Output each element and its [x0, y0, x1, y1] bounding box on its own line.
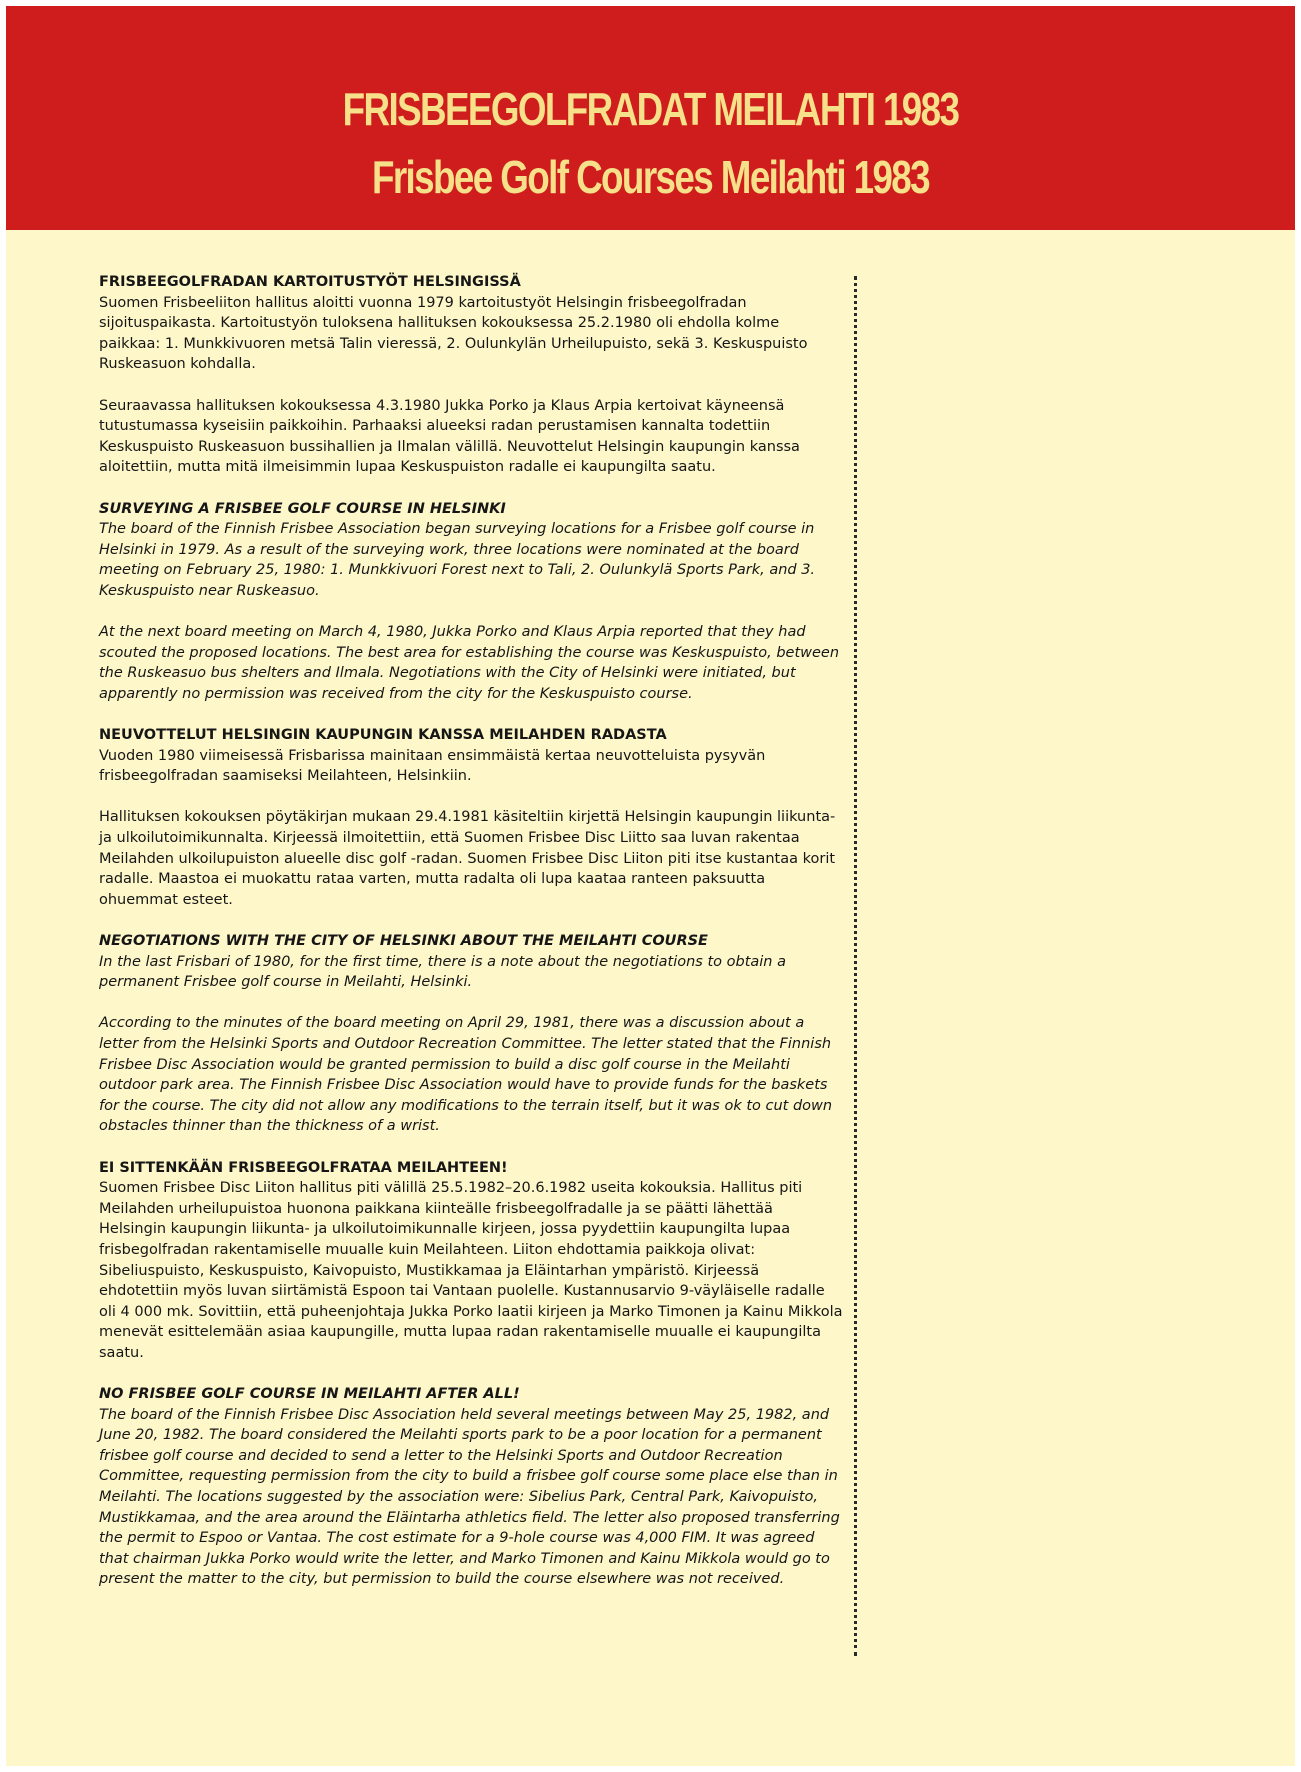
section-heading: FRISBEEGOLFRADAN KARTOITUSTYÖT HELSINGISSÄ — [99, 274, 521, 290]
paragraph: In the last Frisbari of 1980, for the first time, there is a note about the negotiations to obtain a permanent Frisbee golf course in Meilahti, Helsinki. — [99, 953, 786, 991]
article-body — [99, 272, 843, 1590]
page-title-finnish: FRISBEEGOLFRADAT MEILAHTI 1983 — [342, 83, 959, 135]
paragraph: Suomen Frisbee Disc Liiton hallitus piti välillä 25.5.1982–20.6.1982 useita kokouksia. Hallitus piti Meilahden urheilupuistoa huonona paikkana kiinteälle frisbeegolfradalle ja se päätti lähettää Helsingin kaupungin liikunta- ja ulkoilutoimikunnalle kirjeen, jossa pyydettiin kaupungilta lupaa frisbegolfradan rakentamiselle muualle kuin Meilahteen. Liiton ehdottamia paikkoja olivat: Sibeliuspuisto, Keskuspuisto, Kaivopuisto, Mustikkamaa ja Eläintarhan ympäristö. Kirjeessä ehdotettiin myös luvan siirtämistä Espoon tai Vantaan puolelle. Kustannusarvio 9-väyläiselle radalle oli 4 000 mk. Sovittiin, että puheenjohtaja Jukka Porko laatii kirjeen ja Marko Timonen ja Kainu Mikkola menevät esittelemään asiaa kaupungille, mutta lupaa radan rakentamiselle muualle ei kaupungilta saatu. — [99, 1180, 843, 1361]
paragraph: According to the minutes of the board meeting on April 29, 1981, there was a discussion about a letter from the Helsinki Sports and Outdoor Recreation Committee. The letter stated that the Finnish Frisbee Disc Association would be granted permission to build a disc golf course in the Meilahti outdoor park area. The Finnish Frisbee Disc Association would have to provide funds for the baskets for the course. The city did not allow any modifications to the terrain itself, but it was ok to cut down obstacles thinner than the thickness of a wrist. — [99, 1015, 833, 1135]
dotted-divider — [854, 276, 857, 1656]
section-neuvottelut — [99, 725, 843, 910]
title-banner — [6, 6, 1295, 230]
paragraph: At the next board meeting on March 4, 1980, Jukka Porko and Klaus Arpia reported that they had scouted the proposed locations. The best area for establishing the course was Keskuspuisto, between the Ruskeasuo bus shelters and Ilmala. Negotiations with the City of Helsinki were initiated, but apparently no permission was received from the city for the Keskuspuisto course. — [99, 624, 840, 702]
section-kartoitustyot — [99, 272, 843, 478]
section-heading: EI SITTENKÄÄN FRISBEEGOLFRATAA MEILAHTEEN! — [99, 1159, 508, 1176]
section-surveying — [99, 499, 843, 705]
paragraph: Vuoden 1980 viimeisessä Frisbarissa mainitaan ensimmäistä kertaa neuvotteluista pysyvän frisbeegolfradan saamiseksi Meilahteen, Helsinkiin. — [99, 747, 766, 785]
paragraph: Suomen Frisbeeliiton hallitus aloitti vuonna 1979 kartoitustyöt Helsingin frisbeegolfradan sijoituspaikasta. Kartoitustyön tuloksena hallituksen kokouksessa 25.2.1980 oli ehdolla kolme paikkaa: 1. Munkkivuoren metsä Talin vieressä, 2. Oulunkylän Urheilupuisto, sekä 3. Keskuspuisto Ruskeasuon kohdalla. — [99, 294, 808, 373]
paragraph: The board of the Finnish Frisbee Association began surveying locations for a Frisbee golf course in Helsinki in 1979. As a result of the surveying work, three locations were nominated at the board meeting on February 25, 1980: 1. Munkkivuori Forest next to Tali, 2. Oulunkylä Sports Park, and 3. Keskuspuisto near Ruskeasuo. — [99, 521, 816, 599]
paragraph: The board of the Finnish Frisbee Disc Association held several meetings between May 25, 1982, and June 20, 1982. The board considered the Meilahti sports park to be a poor location for a permanent frisbee golf course and decided to send a letter to the Helsinki Sports and Outdoor Recreation Committee, requesting permission from the city to build a frisbee golf course some place else than in Meilahti. The locations suggested by the association were: Sibelius Park, Central Park, Kaivopuisto, Mustikkamaa, and the area around the Eläintarha athletics field. The letter also proposed transferring the permit to Espoo or Vantaa. The cost estimate for a 9-hole course was 4,000 FIM. It was agreed that chairman Jukka Porko would write the letter, and Marko Timonen and Kainu Mikkola would go to present the matter to the city, but permission to build the course elsewhere was not received. — [99, 1406, 840, 1588]
section-ei-sittenkaan — [99, 1158, 843, 1364]
section-heading: SURVEYING A FRISBEE GOLF COURSE IN HELSINKI — [99, 500, 506, 517]
section-negotiations — [99, 931, 843, 1137]
section-heading: NEGOTIATIONS WITH THE CITY OF HELSINKI ABOUT THE MEILAHTI COURSE — [99, 933, 708, 949]
section-heading: NO FRISBEE GOLF COURSE IN MEILAHTI AFTER ALL! — [99, 1386, 520, 1403]
page-background — [6, 6, 1295, 1766]
section-heading: NEUVOTTELUT HELSINGIN KAUPUNGIN KANSSA MEILAHDEN RADASTA — [99, 727, 667, 744]
page-title-english: Frisbee Golf Courses Meilahti 1983 — [371, 151, 930, 203]
paragraph: Seuraavassa hallituksen kokouksessa 4.3.1980 Jukka Porko ja Klaus Arpia kertoivat käyneensä tutustumassa kyseisiin paikkoihin. Parhaaksi alueeksi radan perustamisen kannalta todettiin Keskuspuisto Ruskeasuon bussihallien ja Ilmalan välillä. Neuvottelut Helsingin kaupungin kanssa aloitettiin, mutta mitä ilmeisimmin lupaa Keskuspuiston radalle ei kaupungilta saatu. — [99, 397, 800, 476]
section-no-course — [99, 1384, 843, 1590]
paragraph: Hallituksen kokouksen pöytäkirjan mukaan 29.4.1981 käsiteltiin kirjettä Helsingin kaupungin liikunta- ja ulkoilutoimikunnalta. Kirjeessä ilmoitettiin, että Suomen Frisbee Disc Liitto saa luvan rakentaa Meilahden ulkoilupuiston alueelle disc golf -radan. Suomen Frisbee Disc Liiton piti itse kustantaa korit radalle. Maastoa ei muokattu rataa varten, mutta radalta oli lupa kaataa ranteen paksuutta ohuemmat esteet. — [99, 809, 836, 908]
